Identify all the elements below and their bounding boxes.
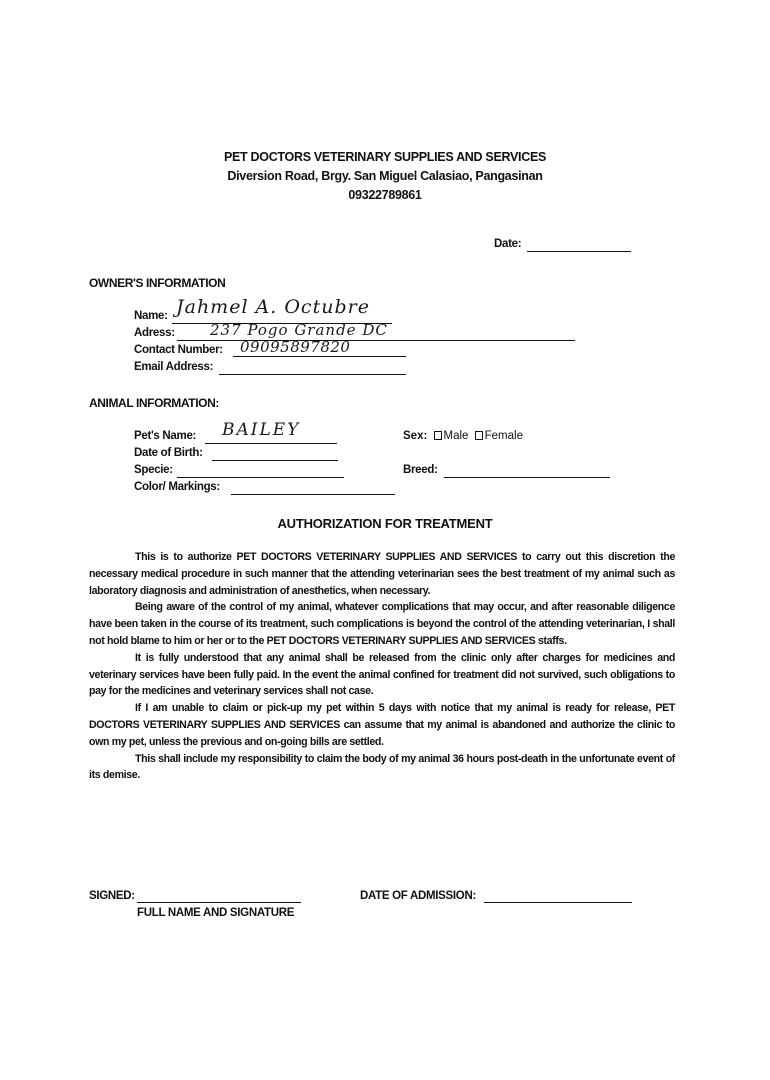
- paragraph-release-payment: It is fully understood that any animal shall be released from the clinic only after charges for medicines and veterinary services have been fully paid. In the event the animal confined for treatment did not survived, such obligations to pay for the medicines and veterinary services shall not case.: [89, 651, 675, 698]
- email-address-label: Email Address:: [134, 361, 214, 373]
- owner-address-label: Adress:: [134, 327, 175, 339]
- owner-address-handwritten: 237 Pogo Grande DC: [210, 321, 388, 339]
- business-address: Diversion Road, Brgy. San Miguel Calasiao, Pangasinan: [227, 169, 543, 183]
- specie-label: Specie:: [134, 464, 173, 476]
- sex-label: Sex:: [403, 430, 428, 442]
- business-name: PET DOCTORS VETERINARY SUPPLIES AND SERVICES: [223, 150, 547, 164]
- date-of-birth-label: Date of Birth:: [134, 447, 203, 459]
- paragraph-abandonment: If I am unable to claim or pick-up my pet within 5 days with notice that my animal is ready for release, PET DOCTORS VETERINARY SUPPLIES AND SERVICES can assume that my animal is abandoned and authorize the clinic to own my pet, unless the previous and on-going bills are settled.: [89, 702, 675, 748]
- pet-name-handwritten: BAILEY: [222, 420, 301, 440]
- authorization-title: AUTHORIZATION FOR TREATMENT: [277, 516, 493, 531]
- authorization-body: [89, 549, 675, 784]
- color-markings-label: Color/ Markings:: [134, 481, 220, 493]
- color-markings-line[interactable]: [231, 494, 395, 495]
- owner-section-title: OWNER'S INFORMATION: [89, 276, 226, 290]
- female-option-label: Female: [484, 430, 523, 442]
- specie-line[interactable]: [177, 477, 344, 478]
- date-of-admission-label: DATE OF ADMISSION:: [360, 890, 476, 902]
- paragraph-authorize: This is to authorize PET DOCTORS VETERINARY SUPPLIES AND SERVICES to carry out this discretion the necessary medical procedure in such manner that the attending veterinarian sees the best treatment of my animal such as laboratory diagnosis and administration of anesthetics, when necessary.: [89, 551, 675, 597]
- signature-line[interactable]: [137, 902, 301, 903]
- owner-name-handwritten: Jahmel A. Octubre: [176, 296, 370, 318]
- email-address-line[interactable]: [219, 374, 406, 375]
- date-label: Date:: [494, 238, 522, 250]
- breed-line[interactable]: [444, 477, 610, 478]
- pet-name-label: Pet's Name:: [134, 430, 197, 442]
- owner-address-line[interactable]: [177, 340, 575, 341]
- male-checkbox[interactable]: [434, 431, 442, 440]
- date-of-admission-line[interactable]: [484, 902, 632, 903]
- animal-section-title: ANIMAL INFORMATION:: [89, 396, 219, 410]
- signed-label: SIGNED:: [89, 890, 135, 902]
- breed-label: Breed:: [403, 464, 438, 476]
- paragraph-complications: Being aware of the control of my animal, whatever complications that may occur, and after reasonable diligence have been taken in the course of its treatment, such complications is beyond the control of the attending veterinarian, I shall not hold blame to him or her or to the PET DOCTORS VETERINARY SUPPLIES AND SERVICES staffs.: [89, 601, 675, 647]
- owner-name-label: Name:: [134, 310, 168, 322]
- full-name-signature-caption: FULL NAME AND SIGNATURE: [137, 907, 295, 919]
- contact-number-line[interactable]: [233, 356, 406, 357]
- date-field-line[interactable]: [527, 251, 631, 252]
- female-checkbox[interactable]: [475, 431, 483, 440]
- contact-number-label: Contact Number:: [134, 344, 223, 356]
- male-option-label: Male: [443, 430, 469, 442]
- paragraph-body-claim: This shall include my responsibility to claim the body of my animal 36 hours post-death in the unfortunate event of its demise.: [89, 752, 675, 782]
- pet-name-line[interactable]: [205, 443, 337, 444]
- contact-number-handwritten: 09095897820: [240, 338, 351, 356]
- business-phone: 09322789861: [348, 188, 422, 202]
- date-of-birth-line[interactable]: [212, 460, 338, 461]
- sex-field: [403, 430, 523, 442]
